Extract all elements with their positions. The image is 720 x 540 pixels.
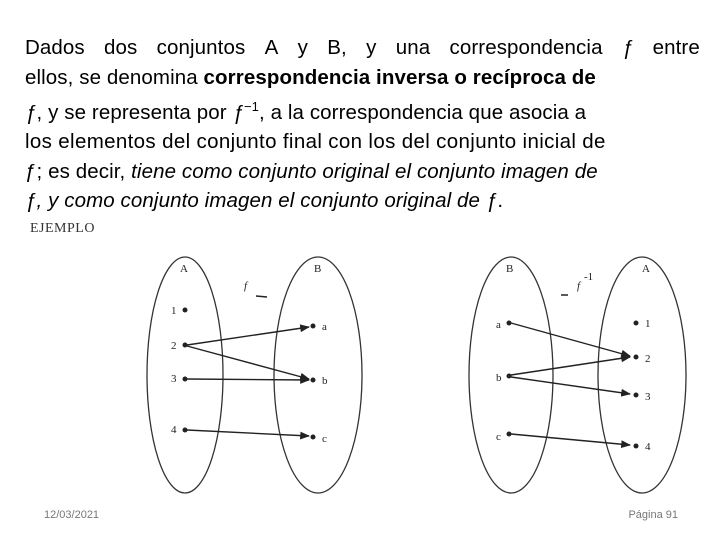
element-dot (183, 377, 188, 382)
element-label: 4 (645, 441, 651, 453)
function-arrow-mark (256, 296, 267, 297)
word: conjuntos (156, 36, 246, 59)
mapping-arrow (187, 430, 309, 436)
word: Dados (25, 36, 85, 59)
mapping-arrow (511, 377, 630, 394)
word: B, (327, 36, 347, 59)
element-dot (183, 428, 188, 433)
example-heading: EJEMPLO (30, 221, 95, 236)
element-dot (183, 308, 188, 313)
set-b-label: B (314, 263, 322, 275)
mapping-arrow (187, 379, 309, 380)
function-label: f (577, 280, 581, 292)
bold-term: correspondencia inversa o recíproca de (203, 65, 596, 89)
symbol-f: ƒ (25, 100, 37, 124)
mapping-arrow (187, 346, 309, 379)
element-label: b (322, 375, 328, 387)
set-a-label: A (642, 263, 650, 275)
word: una (395, 36, 431, 59)
element-dot (311, 378, 316, 383)
word: y (366, 36, 377, 59)
italic-text: tiene como conjunto original el conjunto imagen de (131, 159, 598, 183)
element-dot (507, 374, 512, 379)
mapping-arrow (511, 323, 630, 356)
mapping-arrow (511, 434, 630, 445)
element-label: b (496, 372, 502, 384)
element-dot (507, 432, 512, 437)
element-dot (634, 321, 639, 326)
text: , y se representa por (36, 100, 233, 124)
element-dot (507, 321, 512, 326)
element-dot (311, 324, 316, 329)
element-label: a (496, 319, 501, 331)
set-a-label: A (180, 263, 188, 275)
footer-page-number: Página 91 (628, 509, 678, 521)
set-b-ellipse (274, 257, 362, 493)
element-label: 2 (171, 340, 177, 352)
element-dot (311, 435, 316, 440)
element-label: 2 (645, 353, 651, 365)
set-a-ellipse (598, 257, 686, 493)
text: . (497, 189, 504, 213)
text: ellos, se denomina (25, 65, 204, 89)
element-label: 3 (645, 391, 651, 403)
text: , a la correspondencia que asocia a (258, 100, 587, 124)
word: y (297, 36, 308, 59)
word: ƒ (621, 36, 634, 59)
italic-text: ƒ, y como conjunto imagen el conjunto original de ƒ (25, 189, 498, 213)
mapping-arrow (187, 327, 309, 345)
word: dos (104, 36, 138, 59)
function-superscript: -1 (584, 271, 594, 283)
word: entre (652, 36, 700, 59)
element-dot (634, 444, 639, 449)
mapping-arrow (511, 357, 630, 375)
element-label: 3 (171, 373, 177, 385)
word: correspondencia (449, 36, 603, 59)
element-label: 1 (645, 318, 651, 330)
text: los elementos del conjunto final con los del conjunto inicial de (25, 130, 606, 154)
word: A (264, 36, 279, 59)
superscript: −1 (243, 99, 259, 114)
element-label: 1 (171, 305, 177, 317)
set-a-ellipse (147, 257, 223, 493)
diagram-f (147, 257, 362, 493)
function-label: f (244, 280, 248, 292)
text: ƒ; es decir, (25, 159, 132, 183)
element-label: a (322, 321, 327, 333)
element-label: c (496, 431, 501, 443)
symbol-f-inverse: ƒ (232, 100, 244, 124)
set-b-label: B (506, 263, 514, 275)
element-label: 4 (171, 424, 177, 436)
element-dot (634, 393, 639, 398)
element-label: c (322, 433, 327, 445)
element-dot (634, 355, 639, 360)
element-dot (183, 343, 188, 348)
diagram-f-inverse (469, 257, 686, 493)
footer-date: 12/03/2021 (44, 509, 100, 521)
